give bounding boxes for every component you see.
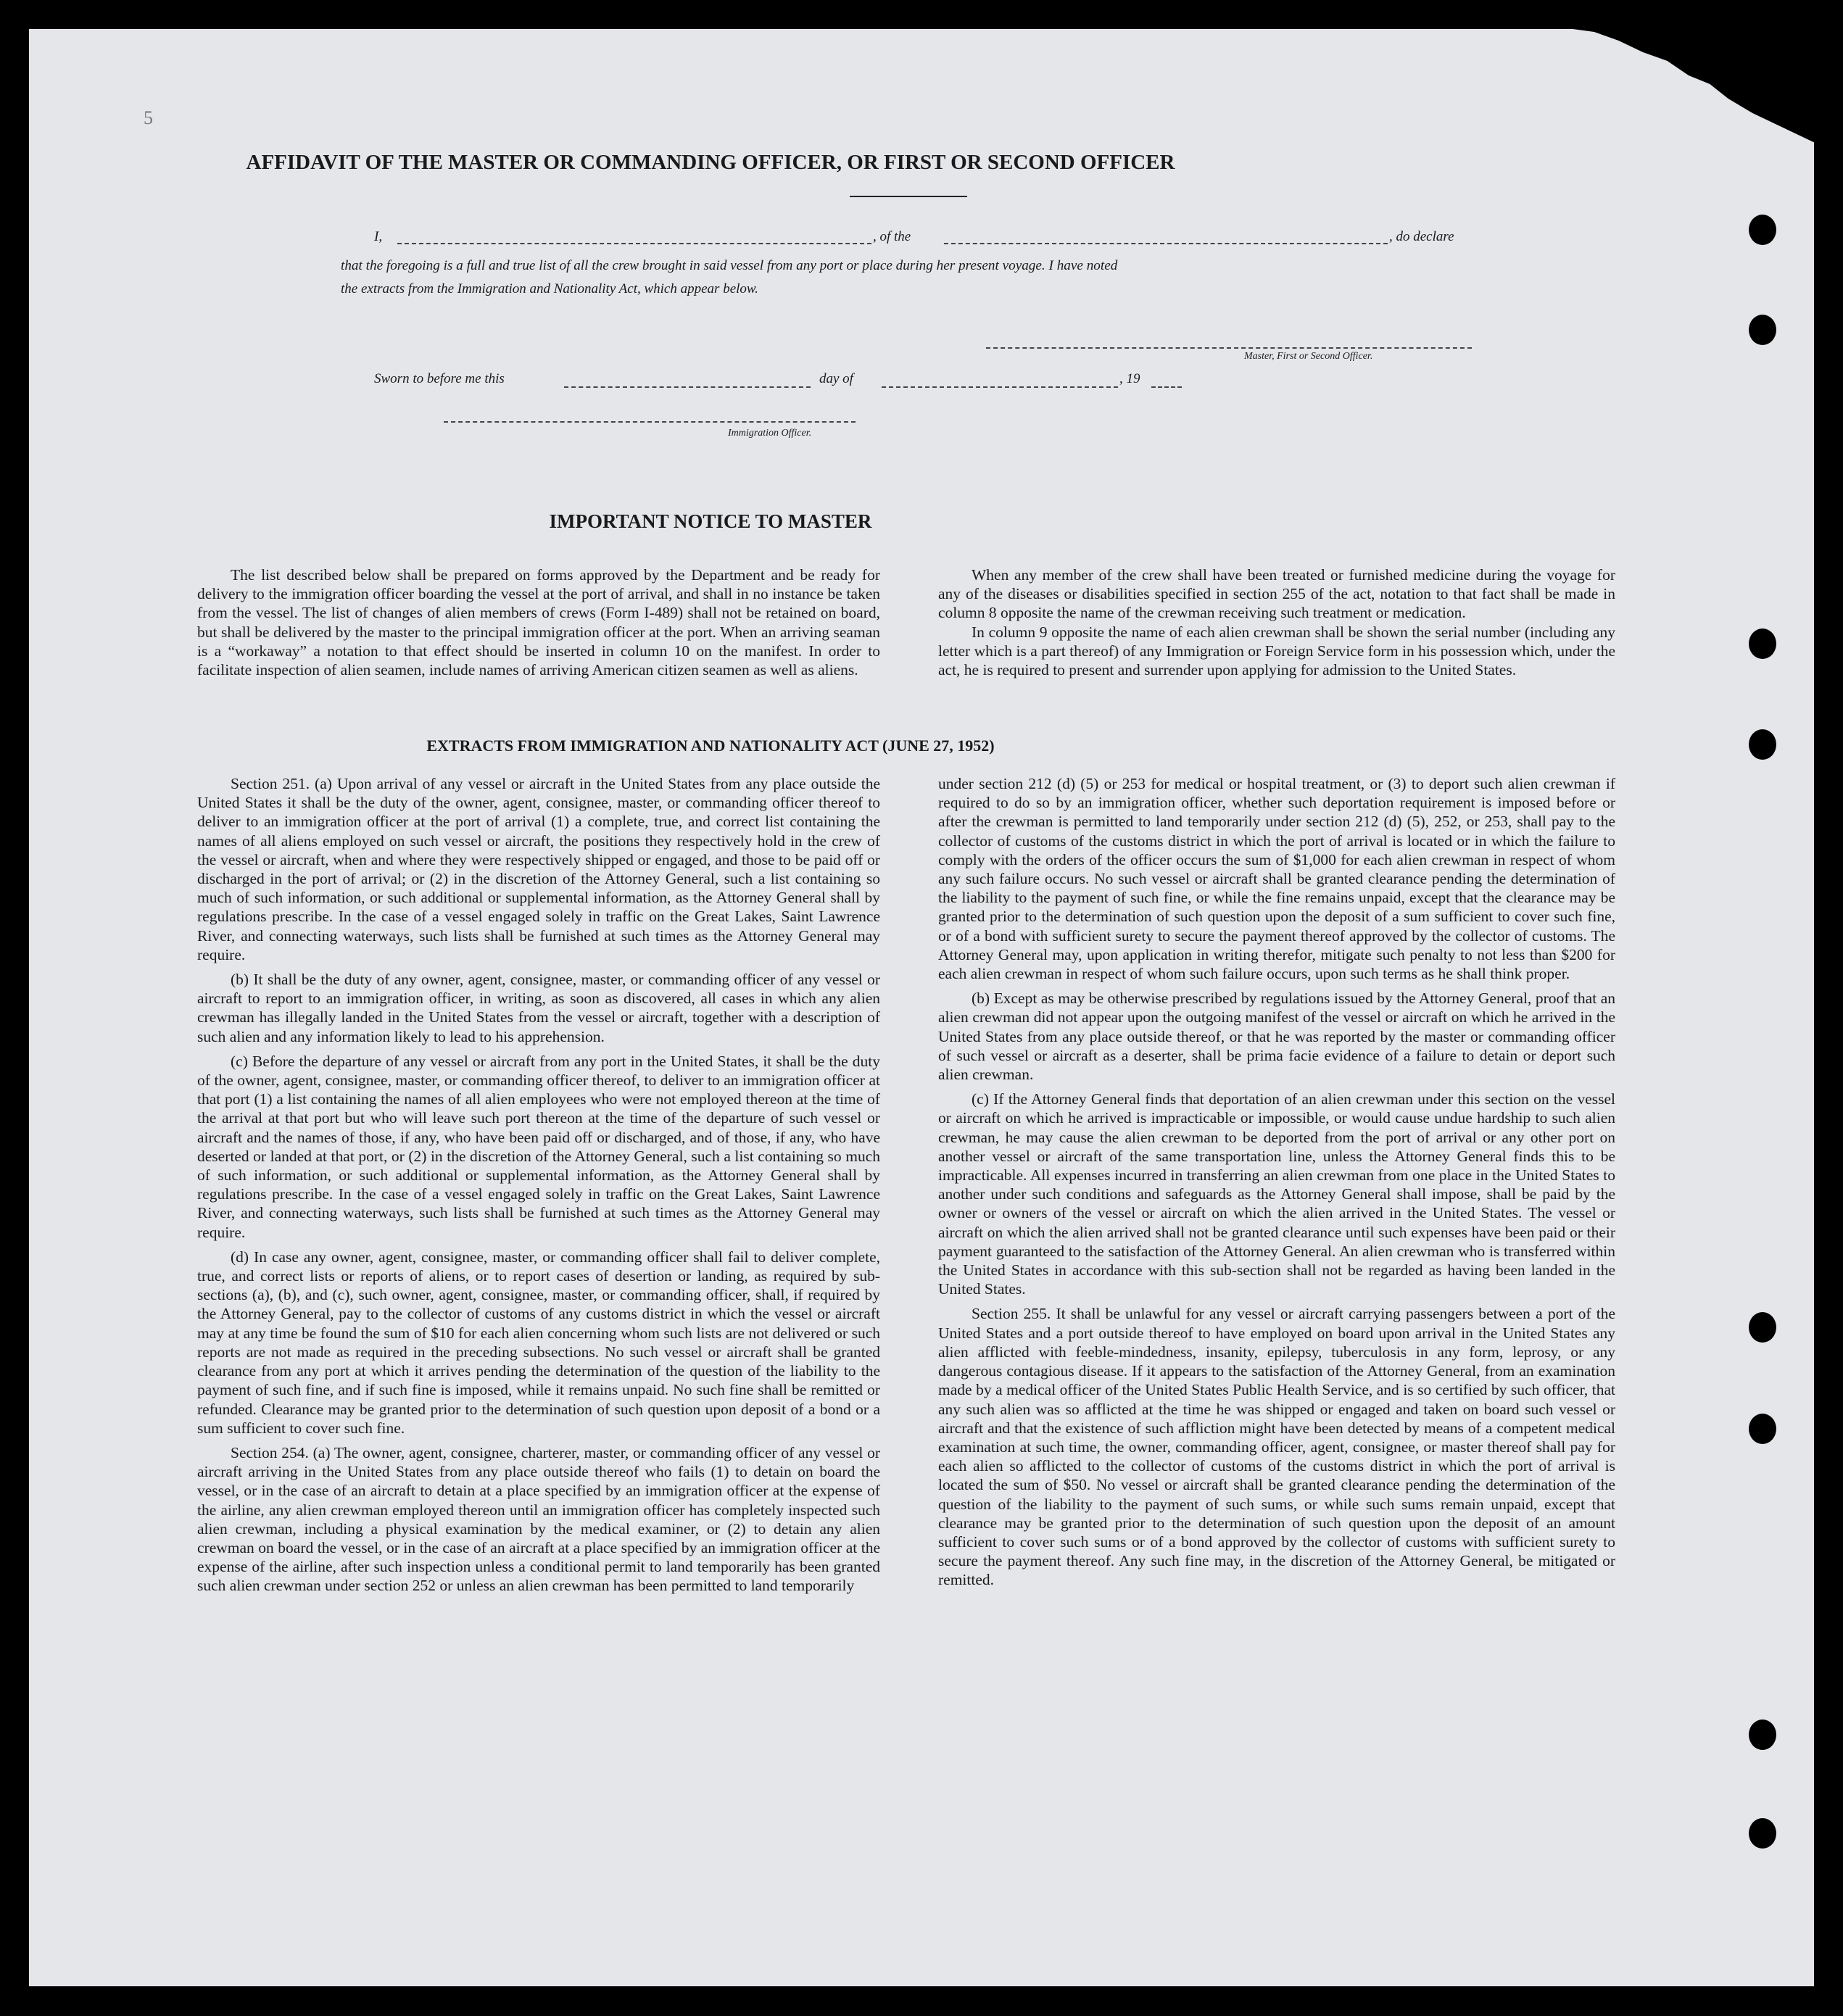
punch-hole bbox=[1749, 1720, 1776, 1750]
notice-left-paragraph: The list described below shall be prepared on forms approved by the Department and be ready for delivery to the immigration officer boarding the vessel at the port of arrival, and shall in no instance be taken from the vessel. The list of changes of alien members of crews (Form I-489) shall not be retained on board, but shall be delivered by the master to the principal immigration officer at the port. When an arriving seaman is a “workaway” a notation to that effect should be inserted in column 10 on the manifest. In order to facilitate inspection of alien seamen, include names of arriving American citizen seamen as well as aliens. bbox=[197, 566, 880, 679]
notice-left-column bbox=[197, 565, 880, 685]
notice-right-column bbox=[938, 565, 1615, 685]
vessel-name-field[interactable] bbox=[944, 242, 1388, 244]
sworn-year-field[interactable] bbox=[1151, 386, 1182, 388]
officer-caption: Immigration Officer. bbox=[728, 428, 812, 439]
punch-hole bbox=[1749, 1818, 1776, 1849]
section-paragraph: Section 251. (a) Upon arrival of any vessel or aircraft in the United States from any place outside the United States it shall be the duty of the owner, agent, consignee, master, or commanding officer thereof to deliver to an immigration officer at the port of arrival (1) a complete, true, and correct list containing the names of all aliens employed on such vessel or aircraft, the positions they respectively hold in the crew of the vessel or aircraft, when and where they were respectively shipped or engaged, and those to be paid off or discharged in the port of arrival; or (2) in the discretion of the Attorney General, such a list containing so much of such information, or such additional or supplemental information, as the Attorney General shall by regulations prescribe. In the case of a vessel engaged solely in traffic on the Great Lakes, Saint Lawrence River, and connecting waterways, such lists shall be furnished at such times as the Attorney General may require. bbox=[197, 775, 880, 963]
section-paragraph: (d) In case any owner, agent, consignee, master, or commanding officer shall fail to deliver complete, true, and correct lists or reports of aliens, or to report cases of desertion or landing, as required by sub-sections (a), (b), and (c), such owner, agent, consignee, master, or commanding officer, shall, if required by the Attorney General, pay to the collector of customs of any customs district in which the vessel or aircraft may at any time be found the sum of $10 for each alien concerning whom such lists are not delivered or such reports are not made as required in the preceding subsections. No such vessel or aircraft shall be granted clearance from any port at which it arrives pending the determination of the question of the liability to the payment of such fine, and if such fine is imposed, while it remains unpaid. No such fine shall be remitted or refunded. Clearance may be granted prior to the determination of such question upon deposit of a bond or a sum sufficient to cover such fine. bbox=[197, 1248, 880, 1437]
title-divider bbox=[850, 196, 967, 197]
punch-hole bbox=[1749, 729, 1776, 760]
affidavit-do-declare: , do declare bbox=[1389, 229, 1454, 244]
extracts-right-column bbox=[938, 774, 1615, 1596]
affidavit-line-2: that the foregoing is a full and true list of all the crew brought in said vessel from any port or place during her present voyage. I have noted bbox=[341, 258, 1118, 273]
notice-right-paragraph: When any member of the crew shall have been treated or furnished medicine during the voyage for any of the diseases or disabilities specified in section 255 of the act, notation to that fact shall be made in column 8 opposite the name of the crewman receiving such treatment or medication. bbox=[938, 566, 1615, 622]
section-paragraph: (b) It shall be the duty of any owner, agent, consignee, master, or commanding officer of any vessel or aircraft to report to an immigration officer, in writing, as soon as discovered, all cases in which any alien crewman has illegally landed in the United States from the vessel or aircraft, together with a description of such alien and any information likely to lead to his apprehension. bbox=[197, 971, 880, 1045]
sworn-day-field[interactable] bbox=[564, 386, 811, 388]
year-label: , 19 bbox=[1119, 371, 1140, 386]
punch-hole bbox=[1749, 1414, 1776, 1444]
punch-hole bbox=[1749, 215, 1776, 245]
affidavit-line-3: the extracts from the Immigration and Nationality Act, which appear below. bbox=[341, 281, 758, 296]
master-signature-field[interactable] bbox=[986, 347, 1472, 349]
section-paragraph: (c) If the Attorney General finds that deportation of an alien crewman under this section on the vessel or aircraft on which he arrived is impracticable or impossible, or would cause undue hardship to such alien crewman, he may cause the alien crewman to be deported from the port of arrival or any other port on another vessel or aircraft of the same transportation line, unless the Attorney General finds this to be impracticable. All expenses incurred in transferring an alien crewman from one place in the United States to another under such conditions and safeguards as the Attorney General shall impose, shall be paid by the owner or owners of the vessel or aircraft on which the alien arrived in the United States. The vessel or aircraft on which the alien arrived shall not be granted clearance until such expenses have been paid or their payment guaranteed to the satisfaction of the Attorney General. An alien crewman who is transferred within the United States in accordance with this sub-section shall not be regarded as having been landed in the United States. bbox=[938, 1090, 1615, 1298]
affidavit-title: AFFIDAVIT OF THE MASTER OR COMMANDING OFFICER, OR FIRST OR SECOND OFFICER bbox=[246, 151, 1175, 174]
extracts-left-column bbox=[197, 774, 880, 1601]
page-mark: 5 bbox=[144, 107, 153, 128]
extracts-title: EXTRACTS FROM IMMIGRATION AND NATIONALITY ACT (JUNE 27, 1952) bbox=[426, 737, 995, 755]
affidavit-of-the: , of the bbox=[873, 229, 911, 244]
punch-hole bbox=[1749, 1312, 1776, 1343]
section-paragraph: (b) Except as may be otherwise prescribed by regulations issued by the Attorney General, proof that an alien crewman did not appear upon the outgoing manifest of the vessel or aircraft on which he arrived in the United States from any place outside thereof, or that he was reported by the master or commanding officer of such vessel or aircraft as a deserter, shall be prima facie evidence of a failure to detain or deport such alien crewman. bbox=[938, 990, 1615, 1084]
punch-hole bbox=[1749, 629, 1776, 659]
master-caption: Master, First or Second Officer. bbox=[1244, 351, 1373, 362]
section-paragraph: under section 212 (d) (5) or 253 for medical or hospital treatment, or (3) to deport such alien crewman if required to do so by an immigration officer, whether such deportation requirement is imposed before or after the crewman is permitted to land temporarily under section 212 (d) (5), 252, or 253, shall pay to the collector of customs of the customs district in which the port of arrival is located or in which the failure to comply with the orders of the officer occurs the sum of $1,000 for each alien crewman in respect of whom any such failure occurs. No such vessel or aircraft shall be granted clearance pending the determination of the liability to the payment of such fine, or while the fine remains unpaid, except that the clearance may be granted prior to the determination of such question upon the deposit of a sum sufficient to cover such fine, or of a bond with sufficient surety to secure the payment thereof approved by the collector of customs. The Attorney General may, upon application in writing therefor, mitigate such penalty to not less than $200 for each alien crewman in respect of whom such failure occurs, upon such terms as he shall think proper. bbox=[938, 775, 1615, 983]
section-paragraph: Section 254. (a) The owner, agent, consignee, charterer, master, or commanding officer of any vessel or aircraft arriving in the United States from any place outside thereof who fails (1) to detain on board the vessel, or in the case of an aircraft to detain at a place specified by an immigration officer at the expense of the airline, any alien crewman employed thereon until an immigration officer has completely inspected such alien crewman, including a physical examination by the medical examiner, or (2) to detain any alien crewman on board the vessel, or in the case of an aircraft at a place specified by an immigration officer at the expense of the airline, after such inspection unless a conditional permit to land temporarily has been granted such alien crewman under section 252 or unless an alien crewman has been permitted to land temporarily bbox=[197, 1443, 880, 1595]
sworn-month-field[interactable] bbox=[882, 386, 1118, 388]
notice-right-paragraph: In column 9 opposite the name of each alien crewman shall be shown the serial number (including any letter which is a part thereof) of any Immigration or Foreign Service form in his possession which, under the act, he is required to present and surrender upon applying for admission to the United States. bbox=[938, 623, 1615, 679]
punch-hole bbox=[1749, 315, 1776, 345]
affidavit-i: I, bbox=[374, 229, 383, 244]
section-paragraph: Section 255. It shall be unlawful for any vessel or aircraft carrying passengers between a port of the United States and a port outside thereof to have employed on board upon arrival in the United States any alien afflicted with feeble-mindedness, insanity, epilepsy, tuberculosis in any form, leprosy, or any dangerous contagious disease. If it appears to the satisfaction of the Attorney General, from an examination made by a medical officer of the United States Public Health Service, and is so certified by such officer, that any such alien was so afflicted at the time he was shipped or engaged and taken on board such vessel or aircraft and that the existence of such affliction might have been detected by means of a competent medical examination at such time, the owner, commanding officer, agent, consignee, or master thereof shall pay for each alien so afflicted to the collector of customs of the customs district in which the port of arrival is located the sum of $50. No vessel or aircraft shall be granted clearance pending the determination of the question of the liability to the payment of such sums, or while such sums remain unpaid, except that clearance may be granted prior to the determination of such question upon the deposit of an amount sufficient to cover such sums or of a bond approved by the collector of customs with sufficient surety to secure the payment thereof. Any such fine may, in the discretion of the Attorney General, be mitigated or remitted. bbox=[938, 1305, 1615, 1589]
day-of-label: day of bbox=[819, 371, 853, 386]
sworn-label: Sworn to before me this bbox=[374, 371, 505, 386]
officer-signature-field[interactable] bbox=[444, 420, 856, 423]
section-paragraph: (c) Before the departure of any vessel or aircraft from any port in the United States, it shall be the duty of the owner, agent, consignee, master, or commanding officer thereof, to deliver to an immigration officer at that port (1) a list containing the names of all alien employees who were not employed thereon at the time of the arrival at that port but who will leave such port thereon at the time of the departure of such vessel or aircraft and the names of those, if any, who have been paid off or discharged, and of those, if any, who have deserted or landed at that port, or (2) in the discretion of the Attorney General, such a list containing so much of such information, or such additional or supplemental information, as the Attorney General shall by regulations prescribe. In the case of a vessel engaged solely in traffic on the Great Lakes, Saint Lawrence River, and connecting waterways, such lists shall be furnished at such times as the Attorney General may require. bbox=[197, 1052, 880, 1241]
declarant-name-field[interactable] bbox=[397, 242, 871, 244]
notice-title: IMPORTANT NOTICE TO MASTER bbox=[549, 510, 872, 532]
